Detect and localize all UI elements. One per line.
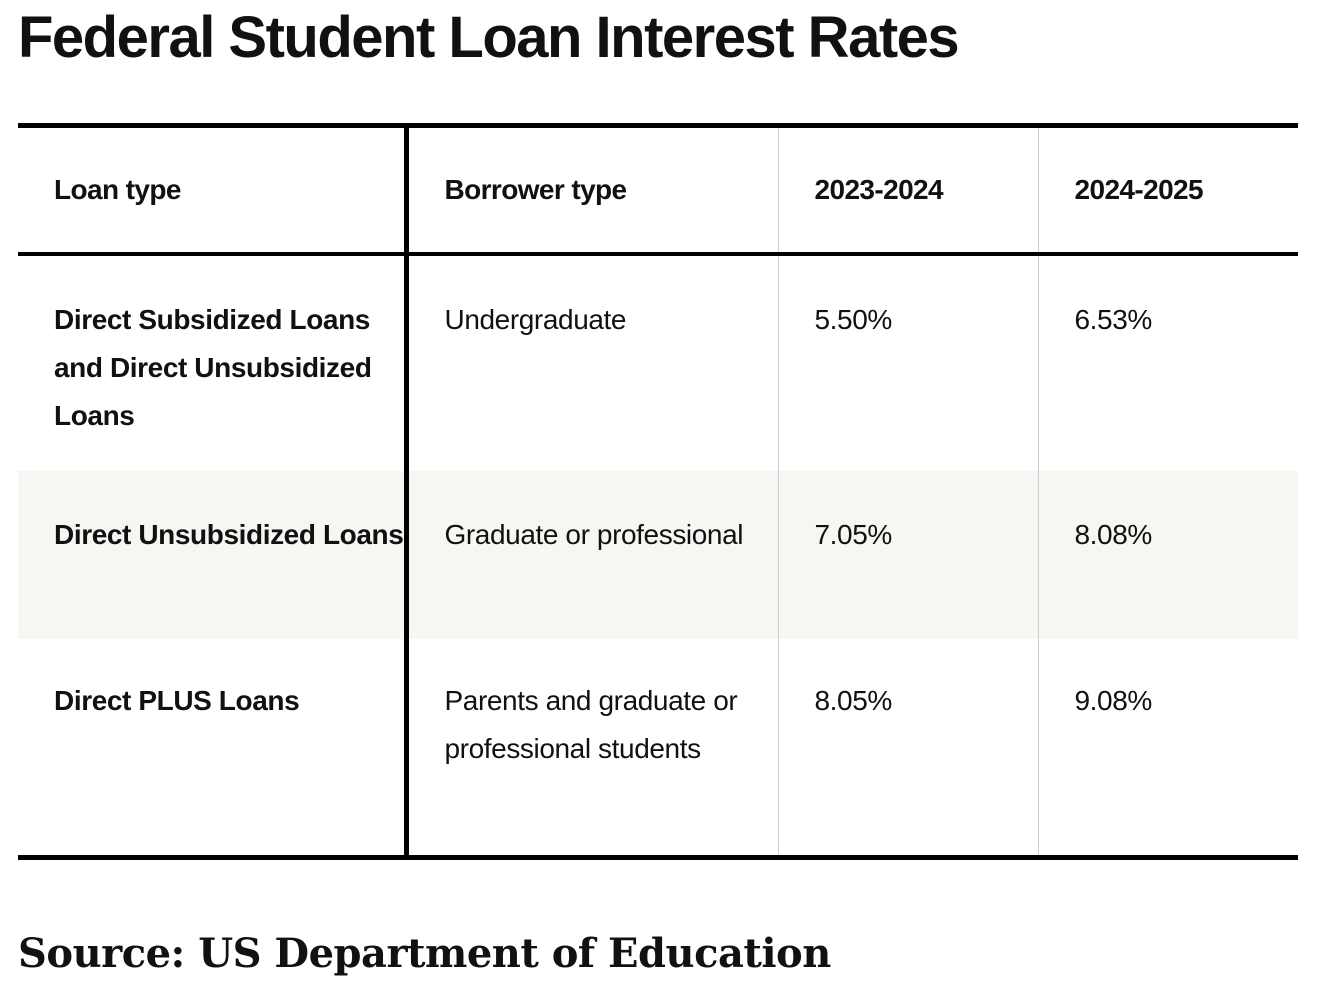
- borrower-type-cell: Parents and graduate or professional students: [406, 639, 778, 858]
- interest-rates-table: [18, 123, 1298, 860]
- loan-type-cell: Direct Unsubsidized Loans: [18, 471, 406, 639]
- borrower-type-cell: Graduate or professional: [406, 471, 778, 639]
- table-header-row: [18, 126, 1298, 254]
- header-borrower-type: Borrower type: [406, 126, 778, 254]
- table-row: [18, 471, 1298, 639]
- table-row: [18, 254, 1298, 471]
- borrower-type-cell: Undergraduate: [406, 254, 778, 471]
- header-loan-type: Loan type: [18, 126, 406, 254]
- page-title: Federal Student Loan Interest Rates: [18, 5, 959, 70]
- loan-type-cell: Direct PLUS Loans: [18, 639, 406, 858]
- rate-2023-2024-cell: 8.05%: [778, 639, 1038, 858]
- rate-2024-2025-cell: 6.53%: [1074, 303, 1152, 335]
- rate-2023-2024-cell: 7.05%: [778, 471, 1038, 639]
- rate-2024-2025-cell: 8.08%: [1074, 518, 1152, 550]
- loan-type-cell: Direct Subsidized Loans and Direct Unsubsidized Loans: [18, 254, 406, 471]
- table-row: [18, 639, 1298, 858]
- header-2024-2025: 2024-2025: [1038, 126, 1298, 254]
- rate-2024-2025-cell: 9.08%: [1038, 639, 1298, 858]
- source-citation: Source: US Department of Education: [18, 930, 831, 977]
- rate-2023-2024-cell: 5.50%: [778, 254, 1038, 471]
- header-2023-2024: 2023-2024: [778, 126, 1038, 254]
